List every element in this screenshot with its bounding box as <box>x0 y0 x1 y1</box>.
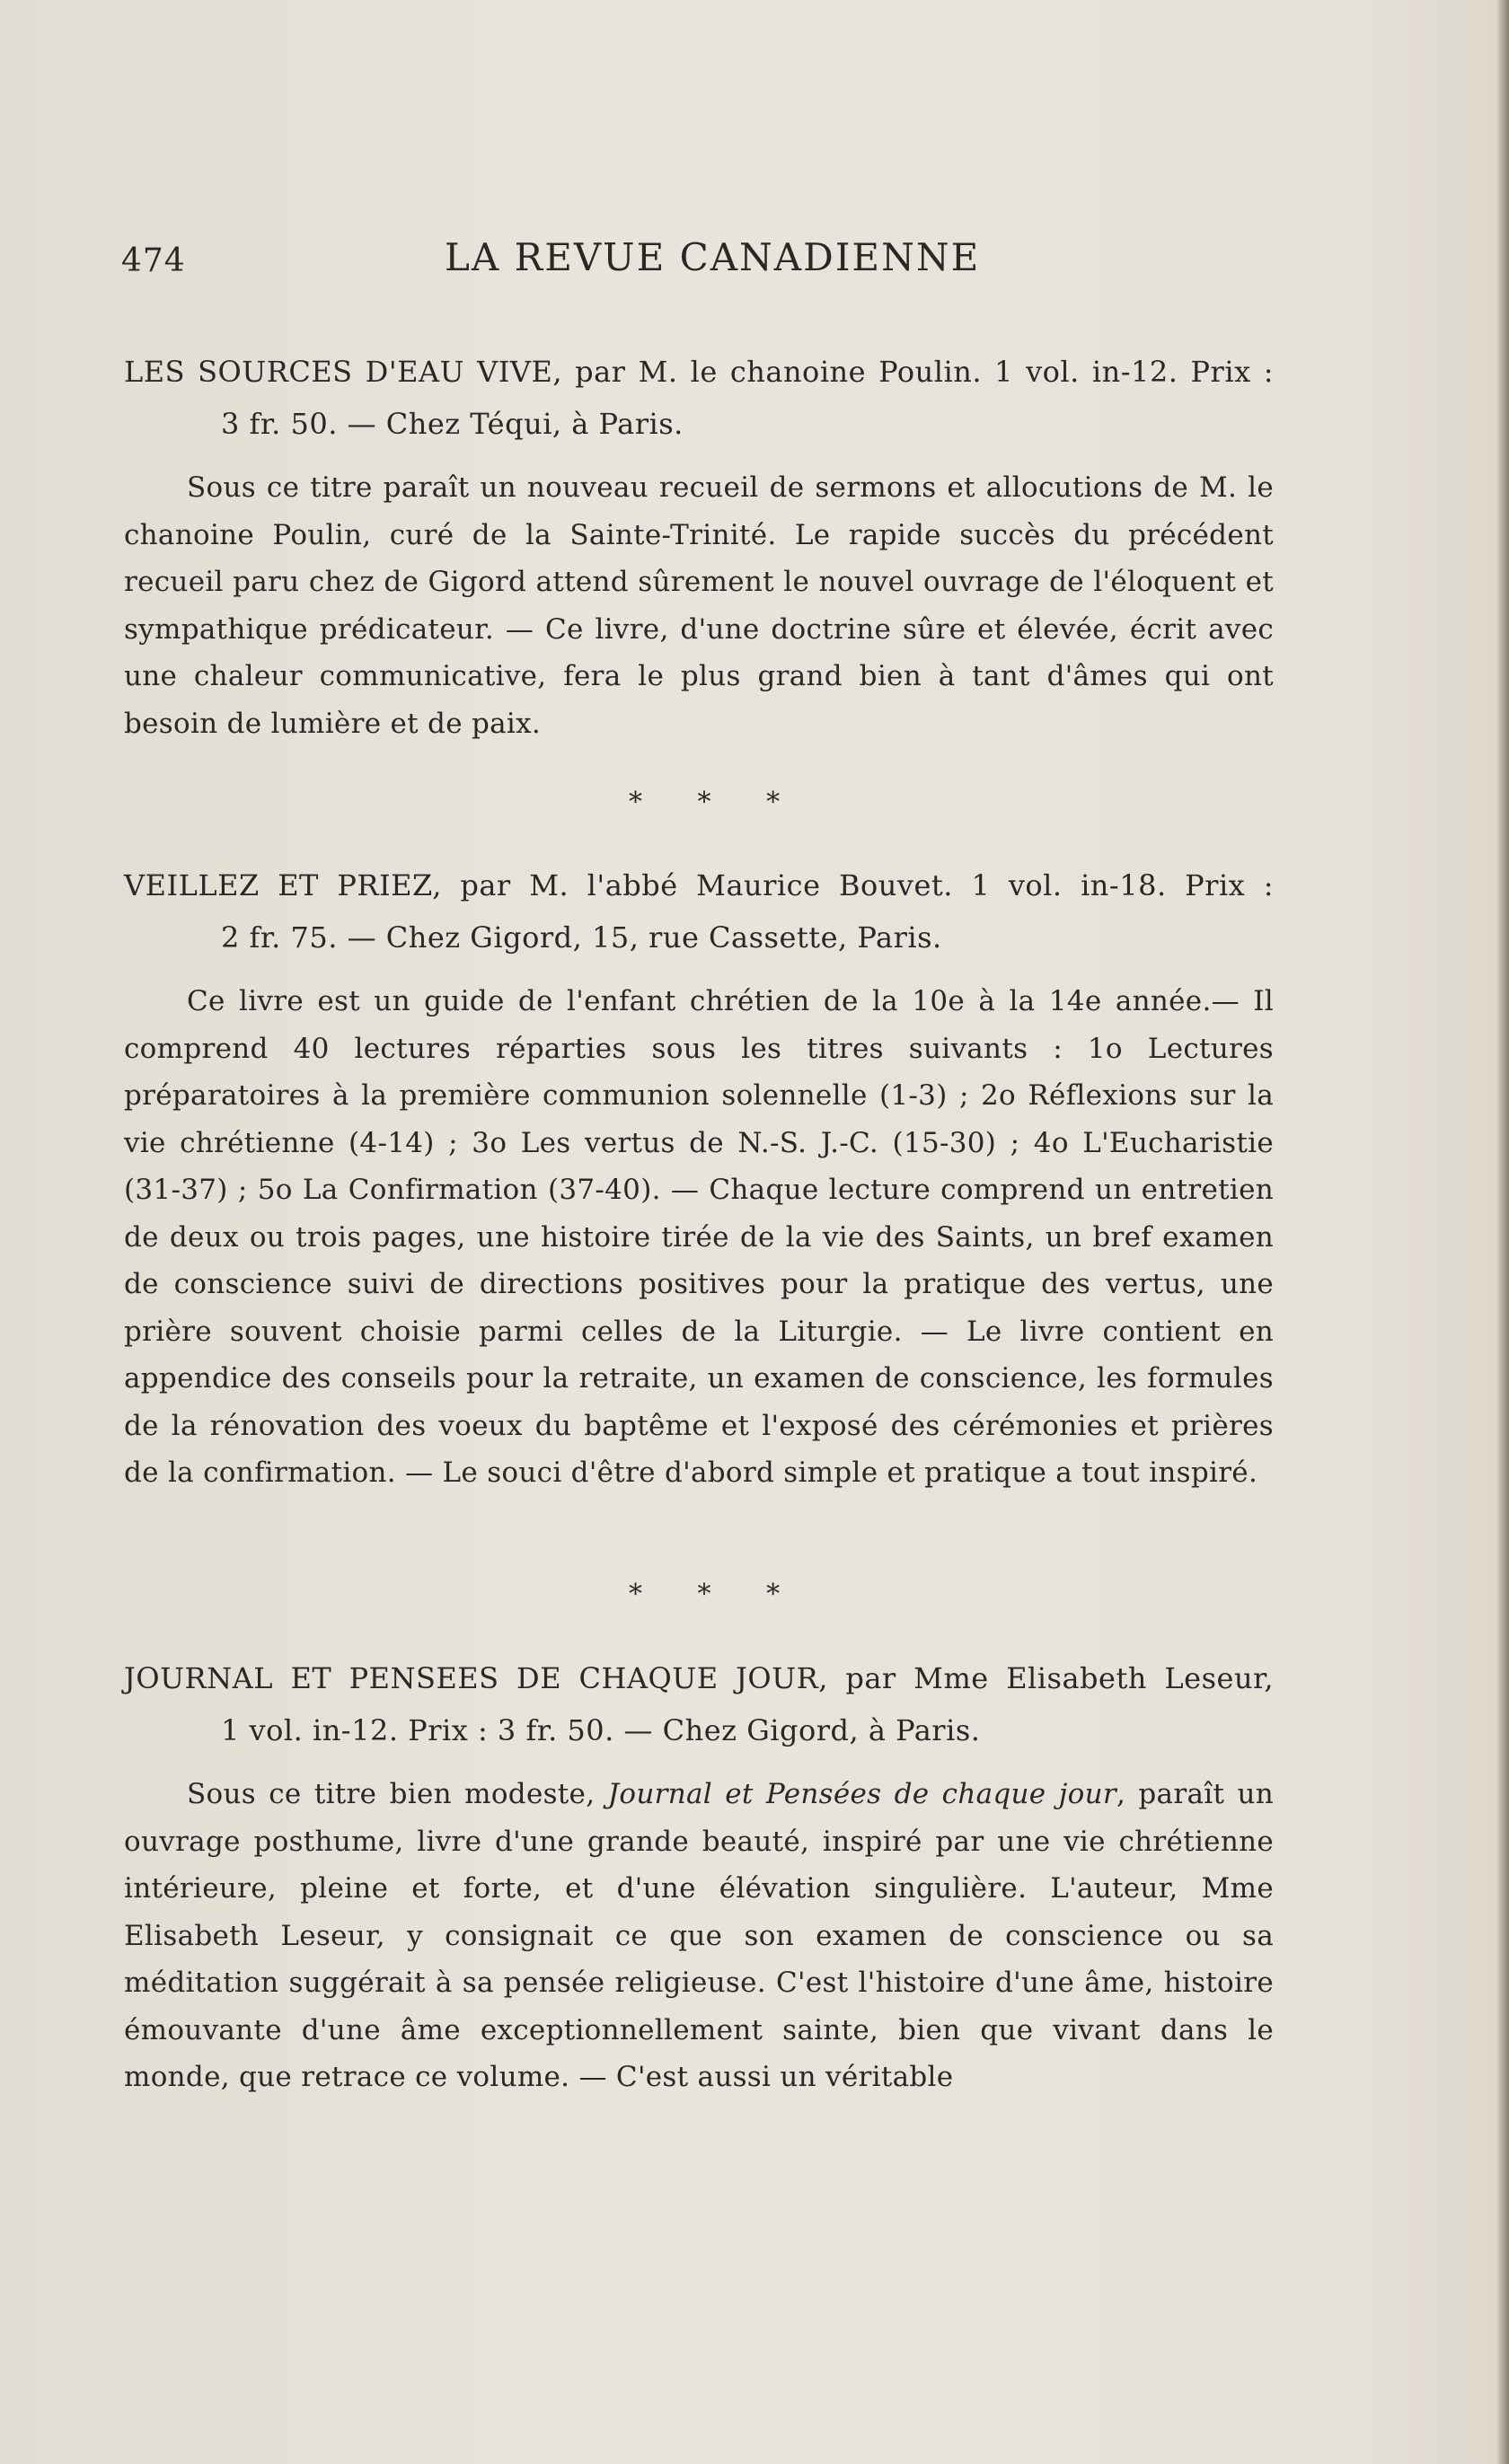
page-number: 474 <box>121 242 186 279</box>
page-edge-shadow <box>1496 0 1509 2464</box>
entry-title: JOURNAL ET PENSEES DE CHAQUE JOUR, par Mme Elisabeth Leseur, <box>124 1661 1274 1695</box>
review-entry-1 <box>124 346 1274 747</box>
section-separator: * * * <box>629 1579 804 1610</box>
review-entry-2 <box>124 859 1274 1497</box>
entry-title: LES SOURCES D'EAU VIVE, par M. le chanoine Poulin. 1 vol. in-12. Prix : <box>124 355 1274 389</box>
review-entry-3 <box>124 1652 1274 2101</box>
entry-paragraph: Ce livre est un guide de l'enfant chrétien de la 10e à la 14e année.— Il comprend 40 lectures réparties sous les titres suivants : 1o Lectures préparatoires à la première communion solennelle (1-3) ; 2o Réflexions sur la vie chrétienne (4-14) ; 3o Les vertus de N.-S. J.-C. (15-30) ; 4o L'Eucharistie (31-37) ; 5o La Confirmation (37-40). — Chaque lecture comprend un entretien de deux ou trois pages, une histoire tirée de la vie des Saints, un bref examen de conscience suivi de directions positives pour la pratique des vertus, une prière souvent choisie parmi celles de la Liturgie. — Le livre contient en appendice des conseils pour la retraite, un examen de conscience, les formules de la rénovation des voeux du baptême et l'exposé des cérémonies et prières de la confirmation. — Le souci d'être d'abord simple et pratique a tout inspiré. <box>124 985 1274 1489</box>
entry-publisher: 1 vol. in-12. Prix : 3 fr. 50. — Chez Gigord, à Paris. <box>221 1713 981 1747</box>
body-text: Sous ce titre bien modeste, <box>187 1778 608 1810</box>
section-separator: * * * <box>629 787 804 818</box>
entry-body <box>124 978 1274 1497</box>
entry-publisher: 3 fr. 50. — Chez Téqui, à Paris. <box>221 407 684 441</box>
entry-paragraph: Sous ce titre paraît un nouveau recueil de sermons et allocutions de M. le chanoine Poulin, curé de la Sainte-Trinité. Le rapide succès du précédent recueil paru chez de Gigord attend sûrement le nouvel ouvrage de l'éloquent et sympathique prédicateur. — Ce livre, d'une doctrine sûre et élevée, écrit avec une chaleur communicative, fera le plus grand bien à tant d'âmes qui ont besoin de lumière et de paix. <box>124 471 1274 740</box>
body-text: , paraît un ouvrage posthume, livre d'une grande beauté, inspiré par une vie chrétienne intérieure, pleine et forte, et d'une élévation singulière. L'auteur, Mme Elisabeth Leseur, y consignait ce que son examen de conscience ou sa méditation suggérait à sa pensée religieuse. C'est l'histoire d'une âme, histoire émouvante d'une âme exceptionnellement sainte, bien que vivant dans le monde, que retrace ce volume. — C'est aussi un véritable <box>124 1778 1275 2093</box>
entry-body <box>124 464 1274 747</box>
running-title: LA REVUE CANADIENNE <box>445 235 981 279</box>
entry-body <box>124 1771 1274 2101</box>
book-title-italic: Journal et Pensées de chaque jour <box>607 1778 1116 1810</box>
entry-publisher: 2 fr. 75. — Chez Gigord, 15, rue Cassette, Paris. <box>221 920 942 955</box>
entry-paragraph <box>124 1771 1274 2101</box>
entry-title: VEILLEZ ET PRIEZ, par M. l'abbé Maurice Bouvet. 1 vol. in-18. Prix : <box>124 868 1274 902</box>
page-header <box>121 235 1271 289</box>
